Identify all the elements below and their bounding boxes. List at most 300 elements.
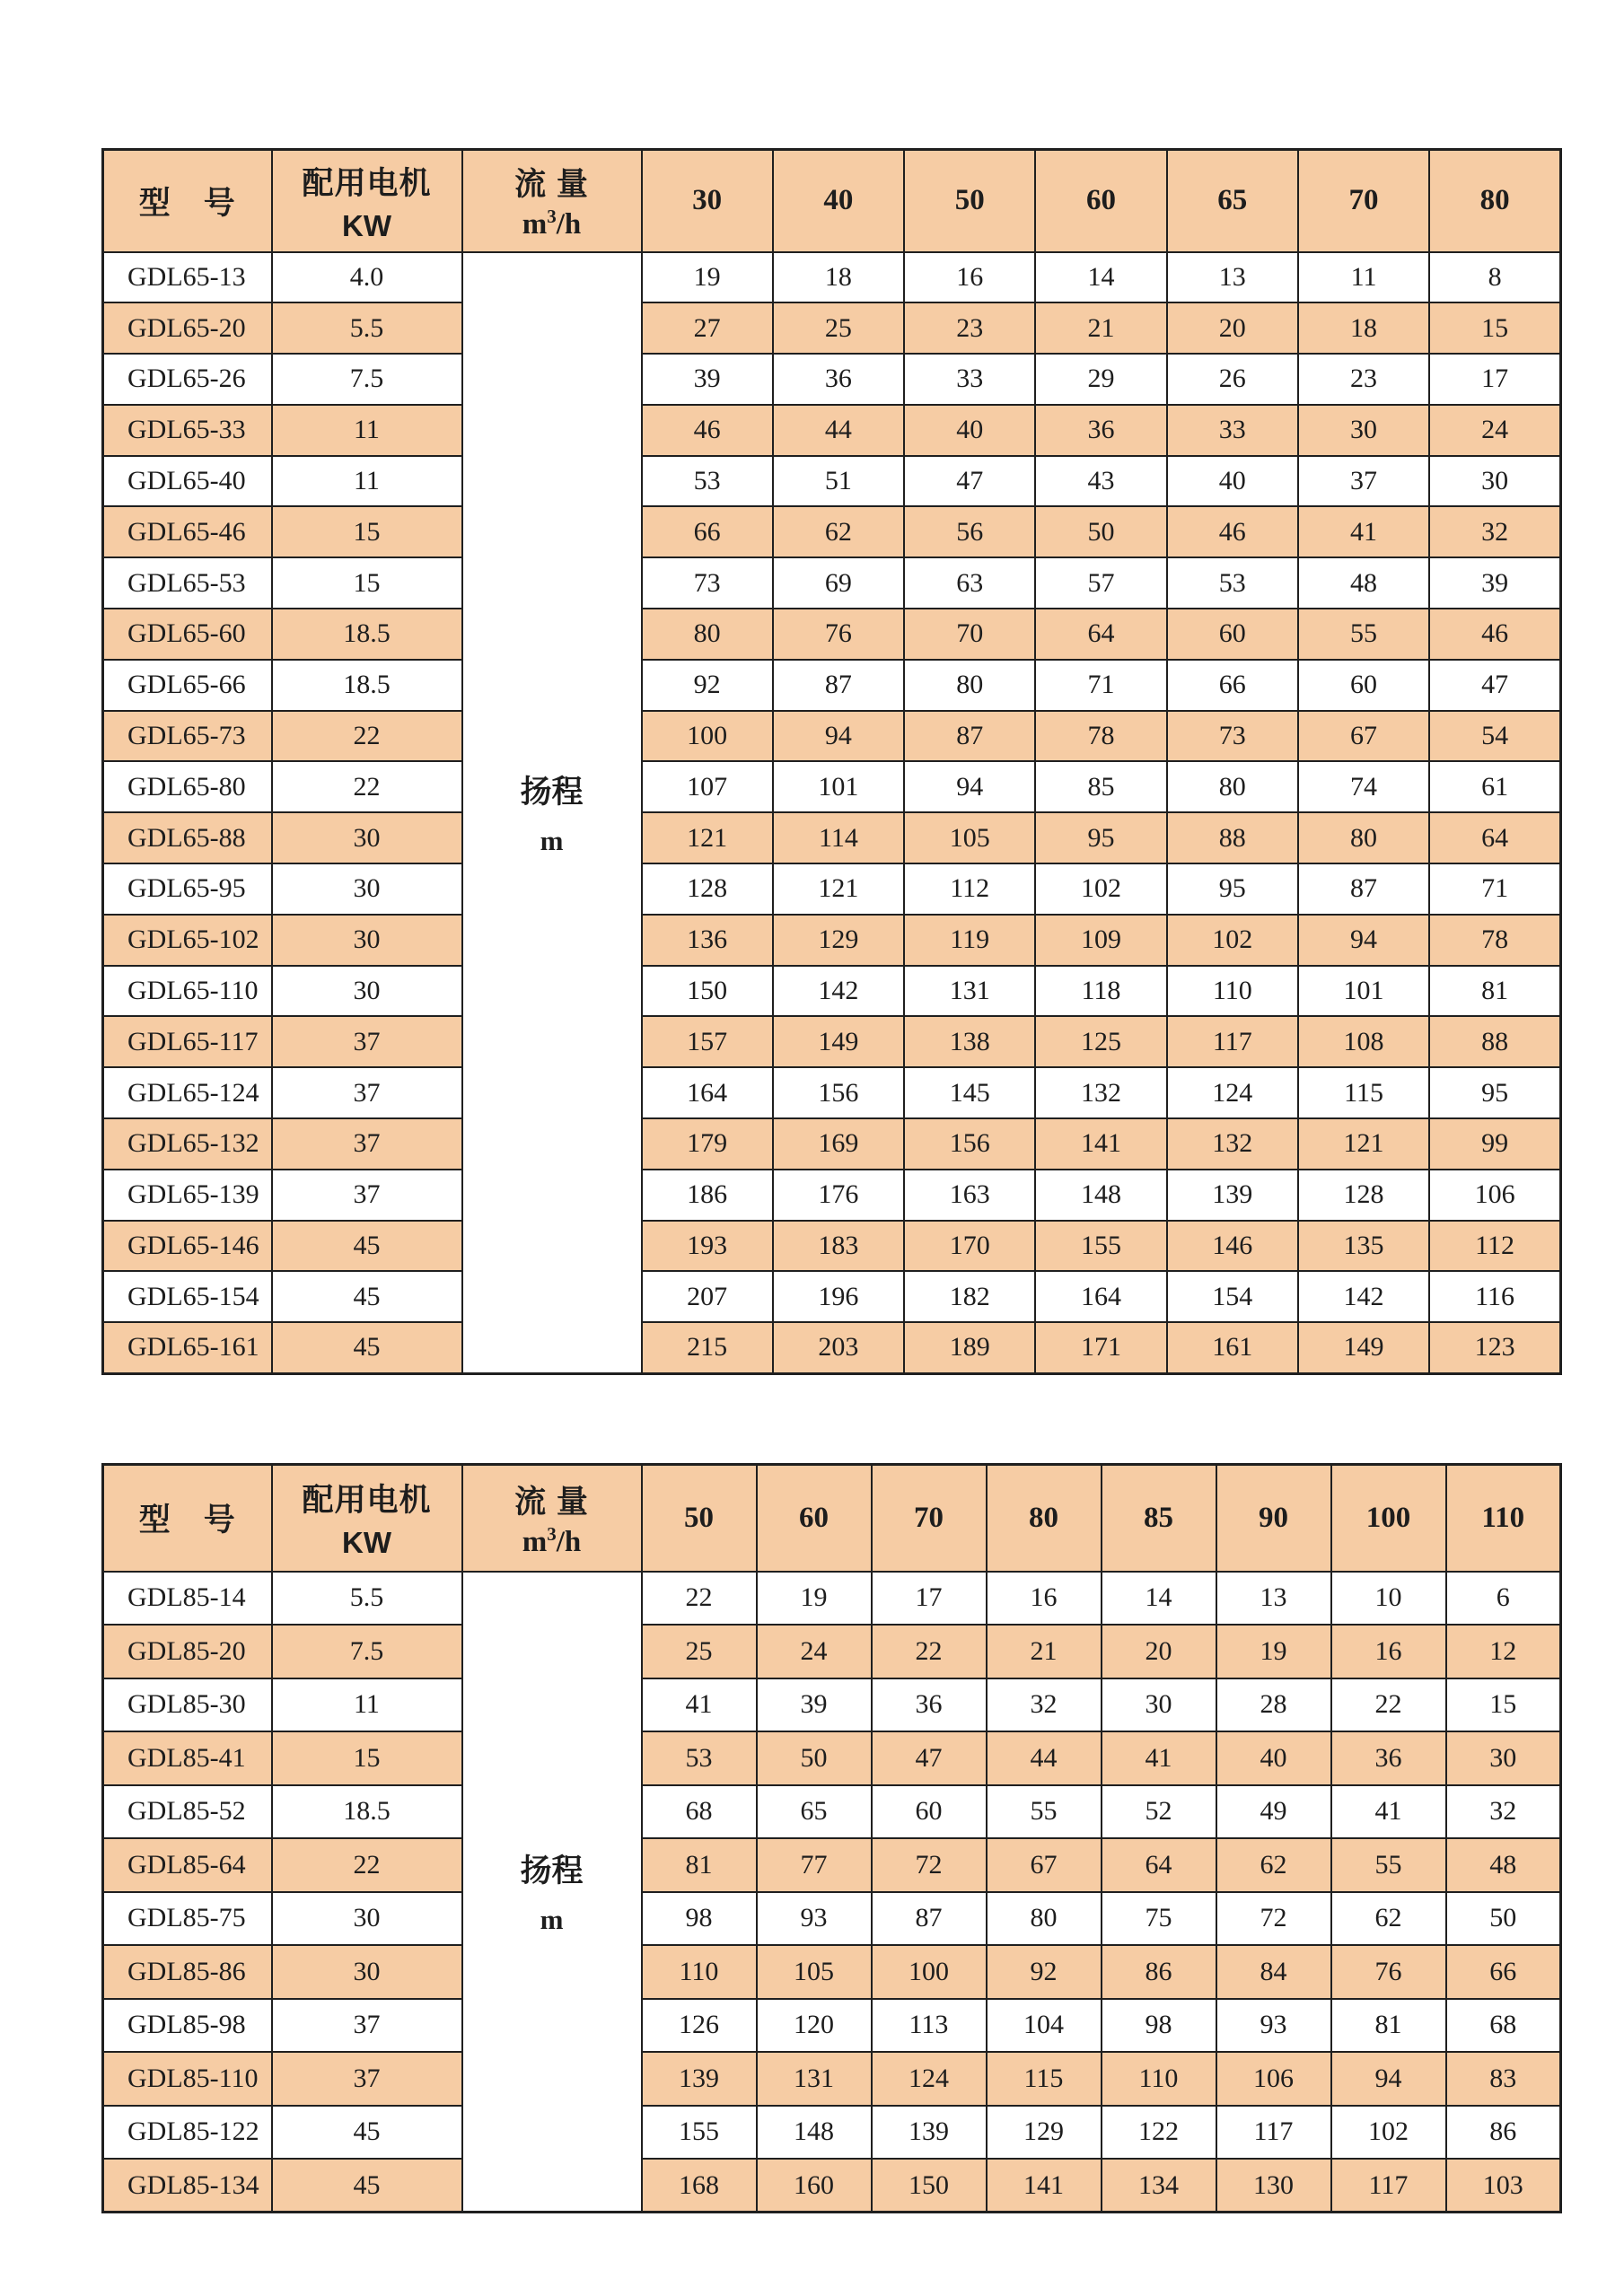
head-value-cell: 103 <box>1446 2159 1561 2213</box>
header-flow-label: 流 量 <box>514 1484 589 1520</box>
head-value-cell: 98 <box>1102 1999 1216 2053</box>
motor-kw-cell: 30 <box>272 863 462 915</box>
head-value-cell: 135 <box>1298 1221 1429 1272</box>
motor-kw-cell: 18.5 <box>272 1785 462 1839</box>
head-value-cell: 146 <box>1167 1221 1298 1272</box>
model-cell: GDL65-20 <box>103 302 272 354</box>
head-value-cell: 101 <box>773 761 904 812</box>
header-motor-unit: KW <box>342 208 391 242</box>
head-value-cell: 87 <box>872 1892 987 1946</box>
head-value-cell: 163 <box>904 1170 1035 1221</box>
head-value-cell: 48 <box>1446 1838 1561 1892</box>
head-value-cell: 36 <box>1035 405 1166 456</box>
table-row <box>103 915 1561 966</box>
head-value-cell: 98 <box>642 1892 757 1946</box>
flow-unit-suffix: /h <box>556 1525 582 1558</box>
table-row <box>103 405 1561 456</box>
motor-kw-cell: 45 <box>272 1271 462 1322</box>
table-row <box>103 812 1561 863</box>
head-value-cell: 164 <box>1035 1271 1166 1322</box>
head-value-cell: 128 <box>1298 1170 1429 1221</box>
head-value-cell: 24 <box>757 1625 872 1678</box>
head-value-cell: 12 <box>1446 1625 1561 1678</box>
head-value-cell: 80 <box>987 1892 1102 1946</box>
head-value-cell: 57 <box>1035 557 1166 609</box>
head-value-cell: 148 <box>757 2106 872 2160</box>
motor-kw-cell: 37 <box>272 1016 462 1067</box>
head-value-cell: 14 <box>1035 252 1166 303</box>
table-row <box>103 1731 1561 1785</box>
head-value-cell: 121 <box>1298 1118 1429 1170</box>
head-value-cell: 139 <box>1167 1170 1298 1221</box>
header-flow-value: 50 <box>642 1465 757 1572</box>
model-cell: GDL85-14 <box>103 1572 272 1626</box>
head-value-cell: 148 <box>1035 1170 1166 1221</box>
head-value-cell: 116 <box>1429 1271 1560 1322</box>
motor-kw-cell: 45 <box>272 1322 462 1373</box>
head-value-cell: 30 <box>1298 405 1429 456</box>
head-value-cell: 88 <box>1167 812 1298 863</box>
head-value-cell: 44 <box>773 405 904 456</box>
head-value-cell: 21 <box>1035 302 1166 354</box>
head-value-cell: 149 <box>1298 1322 1429 1373</box>
head-value-cell: 39 <box>1429 557 1560 609</box>
header-flow-value: 85 <box>1102 1465 1216 1572</box>
table-row <box>103 1016 1561 1067</box>
head-value-cell: 183 <box>773 1221 904 1272</box>
head-value-cell: 94 <box>1298 915 1429 966</box>
head-value-cell: 72 <box>1216 1892 1331 1946</box>
head-value-cell: 43 <box>1035 456 1166 507</box>
head-value-cell: 55 <box>1331 1838 1446 1892</box>
head-value-cell: 72 <box>872 1838 987 1892</box>
head-value-cell: 93 <box>1216 1999 1331 2053</box>
head-value-cell: 110 <box>1167 966 1298 1017</box>
head-value-cell: 112 <box>1429 1221 1560 1272</box>
model-cell: GDL65-33 <box>103 405 272 456</box>
model-cell: GDL65-40 <box>103 456 272 507</box>
motor-kw-cell: 22 <box>272 711 462 762</box>
head-value-cell: 161 <box>1167 1322 1298 1373</box>
head-value-cell: 85 <box>1035 761 1166 812</box>
head-value-cell: 47 <box>904 456 1035 507</box>
head-value-cell: 21 <box>987 1625 1102 1678</box>
head-value-cell: 81 <box>1331 1999 1446 2053</box>
header-flow-unit-text <box>463 208 641 241</box>
header-model: 型 号 <box>103 150 272 252</box>
head-value-cell: 22 <box>642 1572 757 1626</box>
head-value-cell: 130 <box>1216 2159 1331 2213</box>
head-value-cell: 67 <box>987 1838 1102 1892</box>
head-value-cell: 62 <box>773 506 904 557</box>
head-value-cell: 142 <box>773 966 904 1017</box>
head-value-cell: 83 <box>1446 2052 1561 2106</box>
head-value-cell: 117 <box>1167 1016 1298 1067</box>
head-value-cell: 60 <box>1298 660 1429 711</box>
model-cell: GDL65-124 <box>103 1067 272 1118</box>
model-cell: GDL65-60 <box>103 609 272 660</box>
header-flow-value: 100 <box>1331 1465 1446 1572</box>
head-value-cell: 29 <box>1035 354 1166 405</box>
head-value-cell: 108 <box>1298 1016 1429 1067</box>
head-value-cell: 145 <box>904 1067 1035 1118</box>
header-flow-value: 60 <box>1035 150 1166 252</box>
head-value-cell: 160 <box>757 2159 872 2213</box>
table-row <box>103 761 1561 812</box>
motor-kw-cell: 22 <box>272 761 462 812</box>
head-value-cell: 49 <box>1216 1785 1331 1839</box>
head-value-cell: 40 <box>904 405 1035 456</box>
head-value-cell: 19 <box>642 252 773 303</box>
head-value-cell: 62 <box>1331 1892 1446 1946</box>
head-value-cell: 76 <box>1331 1945 1446 1999</box>
head-value-cell: 156 <box>904 1118 1035 1170</box>
head-value-cell: 47 <box>1429 660 1560 711</box>
table-body-gdl85 <box>103 1572 1561 2213</box>
head-value-cell: 23 <box>1298 354 1429 405</box>
head-value-cell: 16 <box>1331 1625 1446 1678</box>
motor-kw-cell: 30 <box>272 915 462 966</box>
model-cell: GDL85-30 <box>103 1678 272 1732</box>
head-value-cell: 207 <box>642 1271 773 1322</box>
model-cell: GDL85-41 <box>103 1731 272 1785</box>
head-value-cell: 118 <box>1035 966 1166 1017</box>
head-value-cell: 102 <box>1167 915 1298 966</box>
model-cell: GDL85-122 <box>103 2106 272 2160</box>
head-value-cell: 95 <box>1167 863 1298 915</box>
head-value-cell: 37 <box>1298 456 1429 507</box>
table-row <box>103 863 1561 915</box>
head-value-cell: 24 <box>1429 405 1560 456</box>
flow-unit-prefix: m <box>522 208 548 241</box>
head-value-cell: 126 <box>642 1999 757 2053</box>
head-value-cell: 86 <box>1102 1945 1216 1999</box>
head-value-cell: 73 <box>642 557 773 609</box>
head-value-cell: 157 <box>642 1016 773 1067</box>
head-value-cell: 14 <box>1102 1572 1216 1626</box>
head-value-cell: 100 <box>872 1945 987 1999</box>
table-row <box>103 711 1561 762</box>
header-flow-value: 50 <box>904 150 1035 252</box>
head-value-cell: 71 <box>1035 660 1166 711</box>
motor-kw-cell: 11 <box>272 456 462 507</box>
head-value-cell: 10 <box>1331 1572 1446 1626</box>
motor-kw-cell: 5.5 <box>272 302 462 354</box>
head-unit-merged-cell <box>462 252 642 1374</box>
head-value-cell: 25 <box>773 302 904 354</box>
head-value-cell: 54 <box>1429 711 1560 762</box>
motor-kw-cell: 22 <box>272 1838 462 1892</box>
head-unit: m <box>540 825 564 857</box>
head-value-cell: 55 <box>987 1785 1102 1839</box>
head-value-cell: 115 <box>1298 1067 1429 1118</box>
model-cell: GDL65-154 <box>103 1271 272 1322</box>
head-value-cell: 60 <box>872 1785 987 1839</box>
motor-kw-cell: 45 <box>272 2159 462 2213</box>
header-flow-value: 70 <box>872 1465 987 1572</box>
head-value-cell: 66 <box>1446 1945 1561 1999</box>
head-value-cell: 93 <box>757 1892 872 1946</box>
motor-kw-cell: 18.5 <box>272 609 462 660</box>
head-value-cell: 84 <box>1216 1945 1331 1999</box>
head-value-cell: 48 <box>1298 557 1429 609</box>
header-row <box>103 1465 1561 1572</box>
head-value-cell: 139 <box>642 2052 757 2106</box>
head-value-cell: 131 <box>757 2052 872 2106</box>
header-model: 型 号 <box>103 1465 272 1572</box>
header-flow-value: 65 <box>1167 150 1298 252</box>
table-row <box>103 1625 1561 1678</box>
pump-spec-table-gdl85 <box>101 1463 1562 2213</box>
pump-spec-table-gdl65 <box>101 148 1562 1375</box>
head-value-cell: 106 <box>1429 1170 1560 1221</box>
motor-kw-cell: 37 <box>272 1999 462 2053</box>
model-cell: GDL65-46 <box>103 506 272 557</box>
head-value-cell: 25 <box>642 1625 757 1678</box>
head-value-cell: 113 <box>872 1999 987 2053</box>
table-row <box>103 302 1561 354</box>
head-value-cell: 33 <box>904 354 1035 405</box>
motor-kw-cell: 15 <box>272 506 462 557</box>
head-value-cell: 53 <box>642 1731 757 1785</box>
table-row <box>103 1572 1561 1626</box>
head-value-cell: 138 <box>904 1016 1035 1067</box>
head-value-cell: 41 <box>1331 1785 1446 1839</box>
head-value-cell: 114 <box>773 812 904 863</box>
head-value-cell: 92 <box>987 1945 1102 1999</box>
header-flow-unit <box>462 1465 642 1572</box>
head-value-cell: 19 <box>1216 1625 1331 1678</box>
header-flow-value: 110 <box>1446 1465 1561 1572</box>
table-row <box>103 1838 1561 1892</box>
table-body-gdl65 <box>103 252 1561 1374</box>
header-motor-kw <box>272 150 462 252</box>
head-value-cell: 80 <box>1167 761 1298 812</box>
head-value-cell: 17 <box>1429 354 1560 405</box>
head-value-cell: 16 <box>987 1572 1102 1626</box>
motor-kw-cell: 37 <box>272 1170 462 1221</box>
header-flow-value: 40 <box>773 150 904 252</box>
model-cell: GDL85-134 <box>103 2159 272 2213</box>
table-row <box>103 1170 1561 1221</box>
head-value-cell: 102 <box>1331 2106 1446 2160</box>
head-value-cell: 164 <box>642 1067 773 1118</box>
head-value-cell: 22 <box>872 1625 987 1678</box>
head-value-cell: 32 <box>1446 1785 1561 1839</box>
model-cell: GDL85-98 <box>103 1999 272 2053</box>
head-value-cell: 16 <box>904 252 1035 303</box>
head-value-cell: 56 <box>904 506 1035 557</box>
head-value-cell: 110 <box>1102 2052 1216 2106</box>
head-value-cell: 150 <box>642 966 773 1017</box>
head-value-cell: 61 <box>1429 761 1560 812</box>
motor-kw-cell: 4.0 <box>272 252 462 303</box>
head-value-cell: 50 <box>1446 1892 1561 1946</box>
head-value-cell: 68 <box>1446 1999 1561 2053</box>
header-flow-value: 60 <box>757 1465 872 1572</box>
table-row <box>103 1945 1561 1999</box>
motor-kw-cell: 15 <box>272 557 462 609</box>
header-flow-unit-text <box>463 1522 641 1559</box>
head-value-cell: 150 <box>872 2159 987 2213</box>
head-value-cell: 141 <box>1035 1118 1166 1170</box>
model-cell: GDL65-26 <box>103 354 272 405</box>
motor-kw-cell: 11 <box>272 405 462 456</box>
head-value-cell: 88 <box>1429 1016 1560 1067</box>
head-unit: m <box>540 1904 564 1936</box>
model-cell: GDL65-110 <box>103 966 272 1017</box>
head-value-cell: 80 <box>642 609 773 660</box>
head-value-cell: 170 <box>904 1221 1035 1272</box>
head-value-cell: 66 <box>1167 660 1298 711</box>
head-value-cell: 139 <box>872 2106 987 2160</box>
header-flow-value: 70 <box>1298 150 1429 252</box>
head-value-cell: 87 <box>904 711 1035 762</box>
table-row <box>103 1785 1561 1839</box>
model-cell: GDL85-20 <box>103 1625 272 1678</box>
head-value-cell: 36 <box>773 354 904 405</box>
table-row <box>103 1067 1561 1118</box>
head-value-cell: 136 <box>642 915 773 966</box>
motor-kw-cell: 37 <box>272 1118 462 1170</box>
model-cell: GDL65-73 <box>103 711 272 762</box>
table-row <box>103 1271 1561 1322</box>
header-motor-label: 配用电机 <box>302 165 432 201</box>
head-value-cell: 112 <box>904 863 1035 915</box>
head-value-cell: 15 <box>1446 1678 1561 1732</box>
head-value-cell: 64 <box>1102 1838 1216 1892</box>
head-value-cell: 128 <box>642 863 773 915</box>
flow-unit-superscript: 3 <box>547 1522 557 1545</box>
header-row <box>103 150 1561 252</box>
head-value-cell: 28 <box>1216 1678 1331 1732</box>
head-value-cell: 30 <box>1102 1678 1216 1732</box>
head-value-cell: 141 <box>987 2159 1102 2213</box>
table-row <box>103 456 1561 507</box>
table-row <box>103 1221 1561 1272</box>
head-value-cell: 168 <box>642 2159 757 2213</box>
head-value-cell: 33 <box>1167 405 1298 456</box>
head-value-cell: 74 <box>1298 761 1429 812</box>
head-value-cell: 156 <box>773 1067 904 1118</box>
head-value-cell: 182 <box>904 1271 1035 1322</box>
head-value-cell: 23 <box>904 302 1035 354</box>
head-value-cell: 18 <box>773 252 904 303</box>
model-cell: GDL65-80 <box>103 761 272 812</box>
head-value-cell: 102 <box>1035 863 1166 915</box>
head-value-cell: 64 <box>1429 812 1560 863</box>
head-value-cell: 46 <box>1429 609 1560 660</box>
head-value-cell: 94 <box>1331 2052 1446 2106</box>
table-row <box>103 2106 1561 2160</box>
motor-kw-cell: 45 <box>272 2106 462 2160</box>
head-value-cell: 142 <box>1298 1271 1429 1322</box>
table-header-gdl65 <box>103 150 1561 252</box>
head-value-cell: 94 <box>773 711 904 762</box>
model-cell: GDL65-13 <box>103 252 272 303</box>
head-value-cell: 86 <box>1446 2106 1561 2160</box>
head-value-cell: 27 <box>642 302 773 354</box>
head-value-cell: 171 <box>1035 1322 1166 1373</box>
head-value-cell: 32 <box>987 1678 1102 1732</box>
head-value-cell: 80 <box>904 660 1035 711</box>
head-value-cell: 47 <box>872 1731 987 1785</box>
head-value-cell: 40 <box>1216 1731 1331 1785</box>
head-value-cell: 66 <box>642 506 773 557</box>
head-value-cell: 99 <box>1429 1118 1560 1170</box>
head-value-cell: 62 <box>1216 1838 1331 1892</box>
table-row <box>103 1322 1561 1373</box>
header-flow-value: 30 <box>642 150 773 252</box>
head-value-cell: 104 <box>987 1999 1102 2053</box>
head-value-cell: 134 <box>1102 2159 1216 2213</box>
head-value-cell: 64 <box>1035 609 1166 660</box>
head-value-cell: 8 <box>1429 252 1560 303</box>
head-value-cell: 53 <box>1167 557 1298 609</box>
table-row <box>103 660 1561 711</box>
head-value-cell: 6 <box>1446 1572 1561 1626</box>
head-value-cell: 60 <box>1167 609 1298 660</box>
motor-kw-cell: 7.5 <box>272 354 462 405</box>
table-row <box>103 1678 1561 1732</box>
head-value-cell: 101 <box>1298 966 1429 1017</box>
head-value-cell: 70 <box>904 609 1035 660</box>
head-value-cell: 117 <box>1216 2106 1331 2160</box>
head-value-cell: 20 <box>1167 302 1298 354</box>
head-value-cell: 11 <box>1298 252 1429 303</box>
motor-kw-cell: 11 <box>272 1678 462 1732</box>
head-value-cell: 41 <box>1102 1731 1216 1785</box>
motor-kw-cell: 30 <box>272 966 462 1017</box>
table-row <box>103 1892 1561 1946</box>
model-cell: GDL65-88 <box>103 812 272 863</box>
head-value-cell: 44 <box>987 1731 1102 1785</box>
head-value-cell: 94 <box>904 761 1035 812</box>
head-value-cell: 67 <box>1298 711 1429 762</box>
model-cell: GDL65-53 <box>103 557 272 609</box>
model-cell: GDL65-146 <box>103 1221 272 1272</box>
head-value-cell: 69 <box>773 557 904 609</box>
head-value-cell: 196 <box>773 1271 904 1322</box>
head-value-cell: 80 <box>1298 812 1429 863</box>
model-cell: GDL65-95 <box>103 863 272 915</box>
model-cell: GDL85-64 <box>103 1838 272 1892</box>
motor-kw-cell: 30 <box>272 1945 462 1999</box>
head-value-cell: 39 <box>642 354 773 405</box>
model-cell: GDL85-75 <box>103 1892 272 1946</box>
head-value-cell: 13 <box>1216 1572 1331 1626</box>
head-value-cell: 132 <box>1035 1067 1166 1118</box>
header-motor-unit: KW <box>342 1526 391 1560</box>
head-value-cell: 51 <box>773 456 904 507</box>
head-value-cell: 92 <box>642 660 773 711</box>
head-value-cell: 124 <box>872 2052 987 2106</box>
head-value-cell: 105 <box>757 1945 872 1999</box>
head-label: 扬程 <box>520 1853 584 1889</box>
model-cell: GDL85-52 <box>103 1785 272 1839</box>
head-value-cell: 40 <box>1167 456 1298 507</box>
head-value-cell: 117 <box>1331 2159 1446 2213</box>
table-row <box>103 609 1561 660</box>
head-value-cell: 26 <box>1167 354 1298 405</box>
head-value-cell: 36 <box>872 1678 987 1732</box>
head-value-cell: 121 <box>642 812 773 863</box>
head-value-cell: 129 <box>773 915 904 966</box>
head-value-cell: 124 <box>1167 1067 1298 1118</box>
head-value-cell: 75 <box>1102 1892 1216 1946</box>
head-value-cell: 132 <box>1167 1118 1298 1170</box>
head-value-cell: 78 <box>1429 915 1560 966</box>
